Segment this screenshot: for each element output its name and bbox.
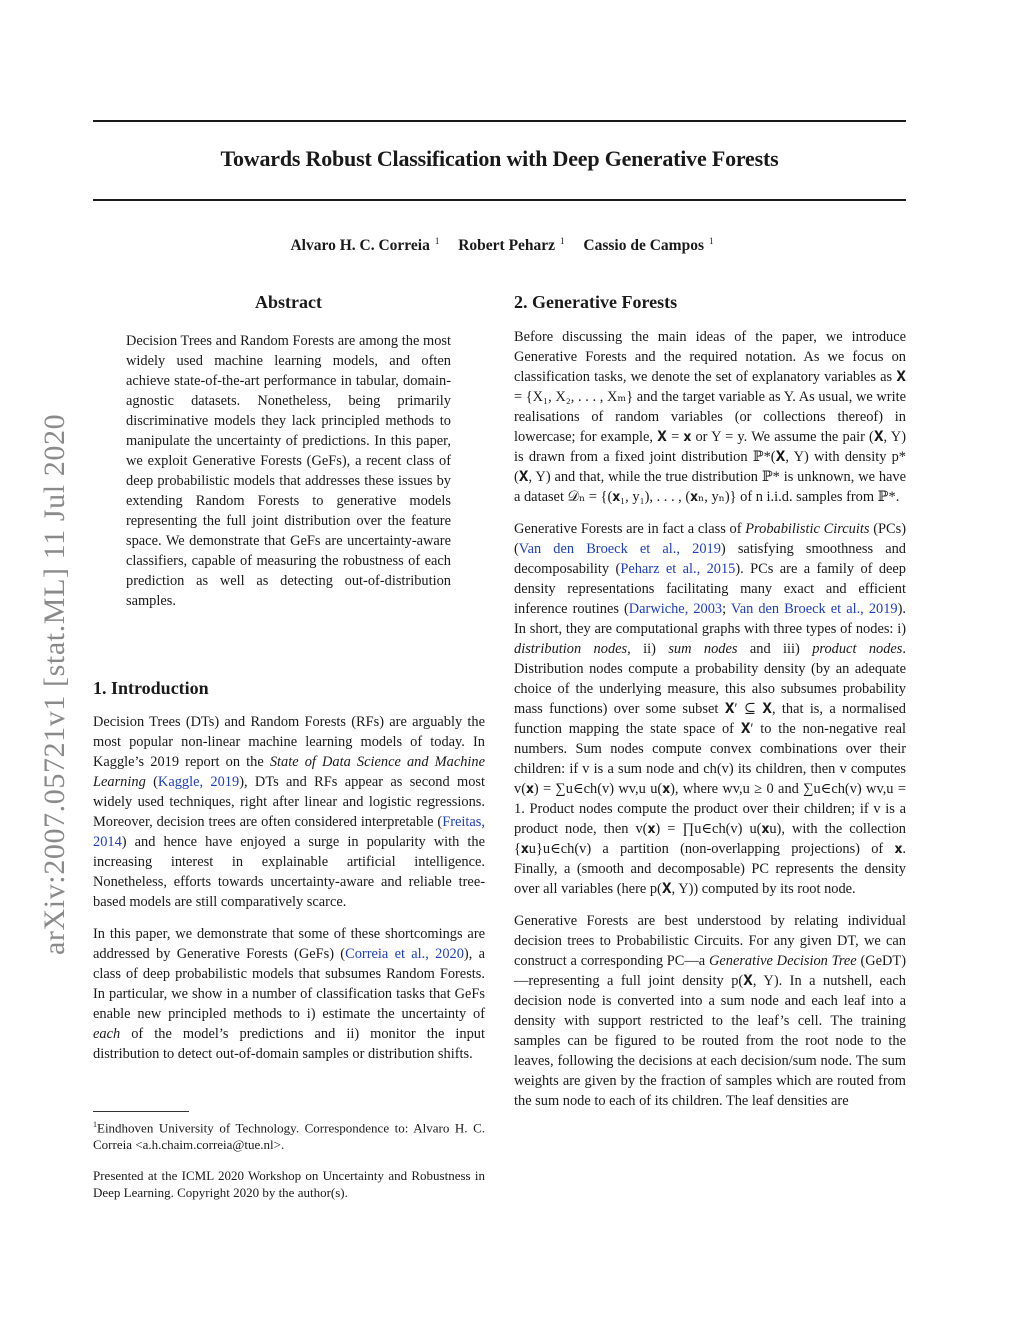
section-heading-introduction: 1. Introduction [93,678,209,698]
author [285,237,439,254]
text-run: ), a class of deep probabilistic models that subsumes Random Forests. In particular, we show in a number of classification tasks that GeFs enable new principled methods to i) estimate the uncertainty of [93,946,486,1022]
citation-link[interactable]: Darwiche, 2003 [628,601,723,617]
author-name: Cassio de Campos [583,237,704,255]
citation-link[interactable]: Peharz et al., 2015 [620,561,736,577]
emphasis: each [93,1026,121,1042]
text-run: Decision Trees (DTs) and Random Forests (RFs) are arguably the most popular non-linear machine learning models of today. In Kaggle’s 2019 report on the [93,714,485,770]
paragraph [93,712,485,912]
title-top-rule [93,120,906,122]
text-run: . Distribution nodes compute a probability density (by an adequate choice of the underlying measure, this also subsumes probability mass functions) over some subset 𝐗′ ⊆ 𝐗, that is, a normalised function mapping the state space of 𝐗′ to the non-negative real numbers. Sum nodes compute convex combinations over their children: if v is a sum node and ch(v) its children, then v computes v(𝐱) = ∑u∈ch(v) wv,u u(𝐱), where wv,u ≥ 0 and ∑u∈ch(v) wv,u = 1. Product nodes compute the product over their children; if v is a product node, then v(𝐱) = ∏u∈ch(v) u(𝐱u), with the collection {𝐱u}u∈ch(v) a partition (non-overlapping projections) of 𝐱. Finally, a (smooth and decomposable) PC represents the density over all variables (here p(𝐗, Y)) computed by its root node. [514,641,907,897]
text-run: ) and hence have enjoyed a surge in popularity with the increasing interest in explainable artificial intelligence. Nonetheless, efforts towards uncertainty-aware and reliable tree-based models are still comparatively scarce. [93,834,485,910]
author-list [93,236,906,255]
paragraph: Before discussing the main ideas of the paper, we introduce Generative Forests and the required notation. As we focus on classification tasks, we denote the set of explanatory variables as 𝐗 = {X₁, X₂, . . . , Xₘ} and the target variable as Y. As usual, we write realisations of random variables (or collections thereof) in lowercase; for example, 𝐗 = 𝐱 or Y = y. We assume the pair (𝐗, Y) is drawn from a fixed joint distribution ℙ*(𝐗, Y) with density p*(𝐗, Y) and that, while the true distribution ℙ* is unknown, we have a dataset 𝒟ₙ = {(𝐱₁, y₁), . . . , (𝐱ₙ, yₙ)} of n i.i.d. samples from ℙ*. [514,329,906,505]
text-run: Generative Forests are best understood by relating individual decision trees to Probabilistic Circuits. For any given DT, we can construct a corresponding PC—a [514,913,906,969]
text-run: ; [722,601,731,617]
footnote-text: Eindhoven University of Technology. Correspondence to: Alvaro H. C. Correia <a.h.chaim.correia@tue.nl>. [93,1120,485,1153]
author-name: Alvaro H. C. Correia [290,237,430,255]
affiliation-mark: 1 [560,236,565,246]
text-run: ). In short, they are computational graphs with three types of nodes: i) [514,601,906,637]
text-run: and iii) [737,641,813,657]
text-run: of the model’s predictions and ii) monitor the input distribution to detect out-of-domain samples or distribution shifts. [93,1026,485,1062]
citation-link[interactable]: Kaggle, 2019 [157,774,240,790]
footnote-mark: 1 [93,1120,97,1129]
footnote-affiliation [93,1116,485,1153]
emphasis: Generative Decision Tree [708,953,857,969]
section-heading-generative-forests: 2. Generative Forests [514,292,678,312]
affiliation-mark: 1 [709,236,714,246]
citation-link[interactable]: Van den Broeck et al., 2019 [730,601,898,617]
text-run: In this paper, we demonstrate that some of these shortcomings are addressed by Generative Forests (GeFs) ( [93,926,485,962]
emphasis: distribution nodes [514,641,628,657]
introduction-body [93,712,485,1076]
paper-title: Towards Robust Classification with Deep Generative Forests [220,146,779,171]
citation-link[interactable]: Van den Broeck et al., 2019 [518,541,721,557]
emphasis: sum nodes [668,641,738,657]
paragraph [93,924,485,1064]
affiliation-mark: 1 [434,236,440,246]
text-run: (PCs) ( [514,521,906,557]
text-run: ), DTs and RFs appear as second most widely used techniques, right after linear and logistic regressions. Moreover, decision trees are often considered interpretable ( [93,774,485,830]
emphasis: Probabilistic Circuits [745,521,870,537]
text-run: , ii) [627,641,669,657]
author [453,237,564,254]
abstract-text: Decision Trees and Random Forests are among the most widely used machine learning models, and often achieve state-of-the-art performance in tabular, domain-agnostic datasets. Nonetheless, being primarily discriminative models they lack principled methods to manipulate the uncertainty of predictions. In this paper, we exploit Generative Forests (GeFs), a recent class of deep probabilistic models that addresses these issues by extending Random Forests to generative models representing the full joint distribution over the feature space. We demonstrate that GeFs are uncertainty-aware classifiers, capable of measuring the robustness of each prediction as well as detecting out-of-distribution samples. [126,333,451,609]
text-run: ( [145,774,158,790]
emphasis: product nodes [812,641,903,657]
generative-forests-body [514,327,906,1123]
text-run: ). PCs are a family of deep density representations facilitating many exact and efficient inference routines ( [514,561,906,617]
text-run: ) satisfying smoothness and decomposability ( [514,541,906,577]
abstract-heading: Abstract [255,292,322,312]
author [578,237,713,254]
text-run: Generative Forests are in fact a class of [514,521,746,537]
footnote-rule [93,1111,189,1112]
author-name: Robert Peharz [458,237,556,255]
citation-link[interactable]: Correia et al., 2020 [345,946,464,962]
text-run: (GeDT)—representing a full joint density p(𝐗, Y). In a nutshell, each decision node is converted into a sum node and each leaf into a density with support restricted to the leaf’s cell. The training samples can be figured to be routed from the root node to the leaves, following the decisions at each decision/sum node. The sum weights are given by the fraction of samples which are routed from the sum node to each of its children. The leaf densities are [514,953,906,1109]
paragraph [514,911,906,1111]
paragraph [514,519,906,899]
title-bottom-rule [93,199,906,201]
citation-link[interactable]: Freitas, 2014 [93,814,485,850]
arxiv-stamp: arXiv:2007.05721v1 [stat.ML] 11 Jul 2020 [38,413,71,955]
footnote-copyright: Presented at the ICML 2020 Workshop on Uncertainty and Robustness in Deep Learning. Copyright 2020 by the author(s). [93,1168,485,1200]
emphasis: State of Data Science and Machine Learning [93,754,485,790]
